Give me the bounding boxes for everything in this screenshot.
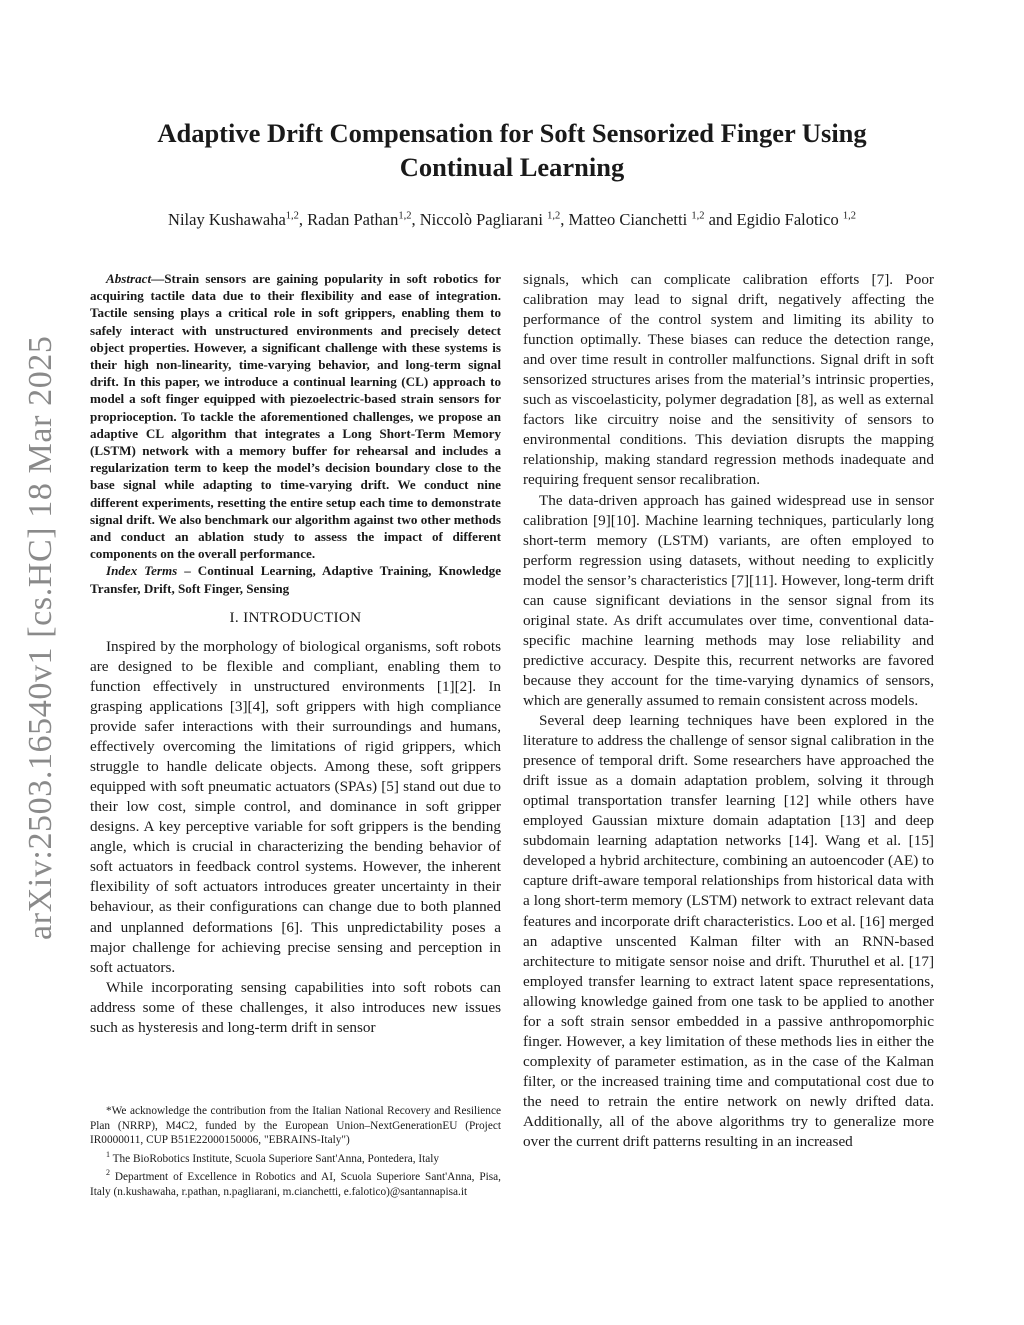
author-name: Radan Pathan [307,210,399,229]
abstract-dash: — [151,271,165,286]
left-column [90,270,501,1038]
arxiv-identifier[interactable]: arXiv:2503.16540v1 [cs.HC] 18 Mar 2025 [22,335,59,940]
abstract-label: Abstract [106,271,152,286]
abstract-text: Strain sensors are gaining popularity in soft robotics for acquiring tactile data due to their flexibility and ease of integration. Tactile sensing plays a critical role in soft grippers, enabling them to safely interact with unstructured environments and precisely detect object properties. However, a significant challenge with these systems is their high non-linearity, time-varying behavior, and long-term signal drift. In this paper, we introduce a continual learning (CL) approach to model a soft finger equipped with piezoelectric-based strain sensors for proprioception. To tackle the aforementioned challenges, we propose an adaptive CL algorithm that integrates a Long Short-Term Memory (LSTM) network with a memory buffer for rehearsal and includes a regularization term to keep the model’s decision boundary close to the base signal while adapting to time-varying drift. We conduct nine different experiments, resetting the entire setup each time to demonstrate signal drift. We also benchmark our algorithm against two other methods and conduct an ablation study to assess the impact of different components on the overall performance. [90,271,501,562]
author-affiliation: 1,2 [285,210,299,222]
funding-footnote: *We acknowledge the contribution from the Italian National Recovery and Resilience Plan (NRRP), M4C2, funded by the European Union–NextGenerationEU (Project IR0000011, CUP B51E22000150006, "EBRAINS-Italy") [90,1105,501,1147]
footnote-marker: 1 [106,1149,110,1159]
author-affiliation: 1,2 [398,210,412,222]
section-heading: I. INTRODUCTION [229,608,362,626]
body-paragraph: Several deep learning techniques have been explored in the literature to address the challenge of sensor signal calibration in the presence of temporal drift. Some researchers have approached the drift issue as a domain adaptation problem, solving it through optimal transportation transfer learning [12] while others have employed Gaussian mixture domain adaptation [13] and deep subdomain learning adaptation networks [14]. Wang et al. [15] developed a hybrid architecture, combining an autoencoder (AE) to capture drift-aware temporal relationships from historical data with a long short-term memory (LSTM) network to extract relevant data features and incorporate drift characteristics. Loo et al. [16] merged an adaptive unscented Kalman filter with an RNN-based architecture to mitigate sensor noise and drift. Thuruthel et al. [17] employed transfer learning to extract latent space representations, allowing knowledge gained from one task to be applied to another for a soft strain sensor embedded in a passive anthropomorphic finger. However, a key limitation of these methods lies in either the complexity of parameter estimation, as in the case of the Kalman filter, or the increased training time and computational cost due to the need to retrain the entire network on newly drifted data. Additionally, all of the above algorithms try to generalize more over the current drift patterns resulting in an increased [523,712,934,1151]
author-name: Egidio Falotico [736,210,839,229]
author-name: Matteo Cianchetti [568,210,688,229]
right-column [523,270,934,1152]
body-paragraph: Inspired by the morphology of biological organisms, soft robots are designed to be flexible and compliant, enabling them to function effectively in unstructured environments [1][2]. In grasping applications [3][4], soft grippers with high compliance provide safer interactions with their surroundings and humans, effectively overcoming the limitations of rigid grippers, which struggle to handle delicate objects. Among these, soft grippers equipped with soft pneumatic actuators (SPAs) [5] stand out due to their low cost, simple control, and dominance in soft gripper designs. A key perceptive variable for soft grippers is the bending angle, which is crucial in characterizing the bending behavior of soft actuators in feedback control systems. However, the inherent flexibility of soft actuators introduces greater uncertainty in their behaviour, as their configurations can change due to both planned and unplanned deformations [6]. This unpredictability poses a major challenge for achieving precise sensing and perception in soft actuators. [90,637,501,976]
footnotes [90,1104,501,1199]
footnote-text: The BioRobotics Institute, Scuola Superiore Sant'Anna, Pontedera, Italy [110,1152,440,1165]
index-terms-label: Index Terms [106,563,178,579]
paper-title: Adaptive Drift Compensation for Soft Sensorized Finger Using Continual Learning [157,118,867,182]
footnote-marker: 2 [106,1168,110,1178]
author-list: Nilay Kushawaha$^{1,2}$, Radan Pathan$^{1,2}$, Niccolò Pagliarani $^{1,2}$, Matteo Cianchetti $^{1,2}$ and Egidio Falotico $^{1,2}$ [168,210,856,229]
author-conjunction: and [708,210,733,229]
author-name: Nilay Kushawaha [168,210,286,229]
author-affiliation: 1,2 [691,210,705,222]
author-affiliation: 1,2 [547,210,561,222]
index-terms [90,562,501,596]
affiliation-footnote [90,1148,501,1166]
body-paragraph: The data-driven approach has gained widespread use in sensor calibration [9][10]. Machine learning techniques, particularly long short-term memory (LSTM) variants, are often employed to perform regression using datasets, without needing to explicitly model the sensor’s characteristics [7][11]. However, long-term drift can cause significant deviations in the sensor signal from its original state. As drift accumulates over time, conventional data-specific machine learning methods may lose reliability and predictive accuracy. Despite this, recurrent networks are favored because they account for the time-varying dynamics of sensors, which are generally assumed to remain consistent across models. [523,491,934,709]
affiliation-footnote [90,1166,501,1199]
footnote-text: Department of Excellence in Robotics and AI, Scuola Superiore Sant'Anna, Pisa, Italy (n.kushawaha, r.pathan, n.pagliarani, m.cianchetti, e.falotico)@santannapisa.it [90,1170,501,1198]
author-affiliation: 1,2 [842,210,856,222]
abstract [90,270,501,562]
body-paragraph: While incorporating sensing capabilities into soft robots can address some of these challenges, it also introduces new issues such as hysteresis and long-term drift in sensor [90,978,501,1036]
author-name: Niccolò Pagliarani [419,210,543,229]
body-paragraph: signals, which can complicate calibration efforts [7]. Poor calibration may lead to signal drift, negatively affecting the performance of the control system and limiting its ability to function optimally. These biases can reduce the detection range, and over time result in controller malfunctions. Signal drift in soft sensorized structures arises from the material’s intrinsic properties, such as viscoelasticity, polymer degradation [8], as well as external factors like circuitry noise and the sensitivity of sensors to environmental conditions. This deviation disrupts the mapping relationship, making standard regression methods inadequate and requiring frequent sensor recalibration. [523,271,934,489]
index-terms-text: – Continual Learning, Adaptive Training, Knowledge Transfer, Drift, Soft Finger, Sensing [90,563,502,596]
